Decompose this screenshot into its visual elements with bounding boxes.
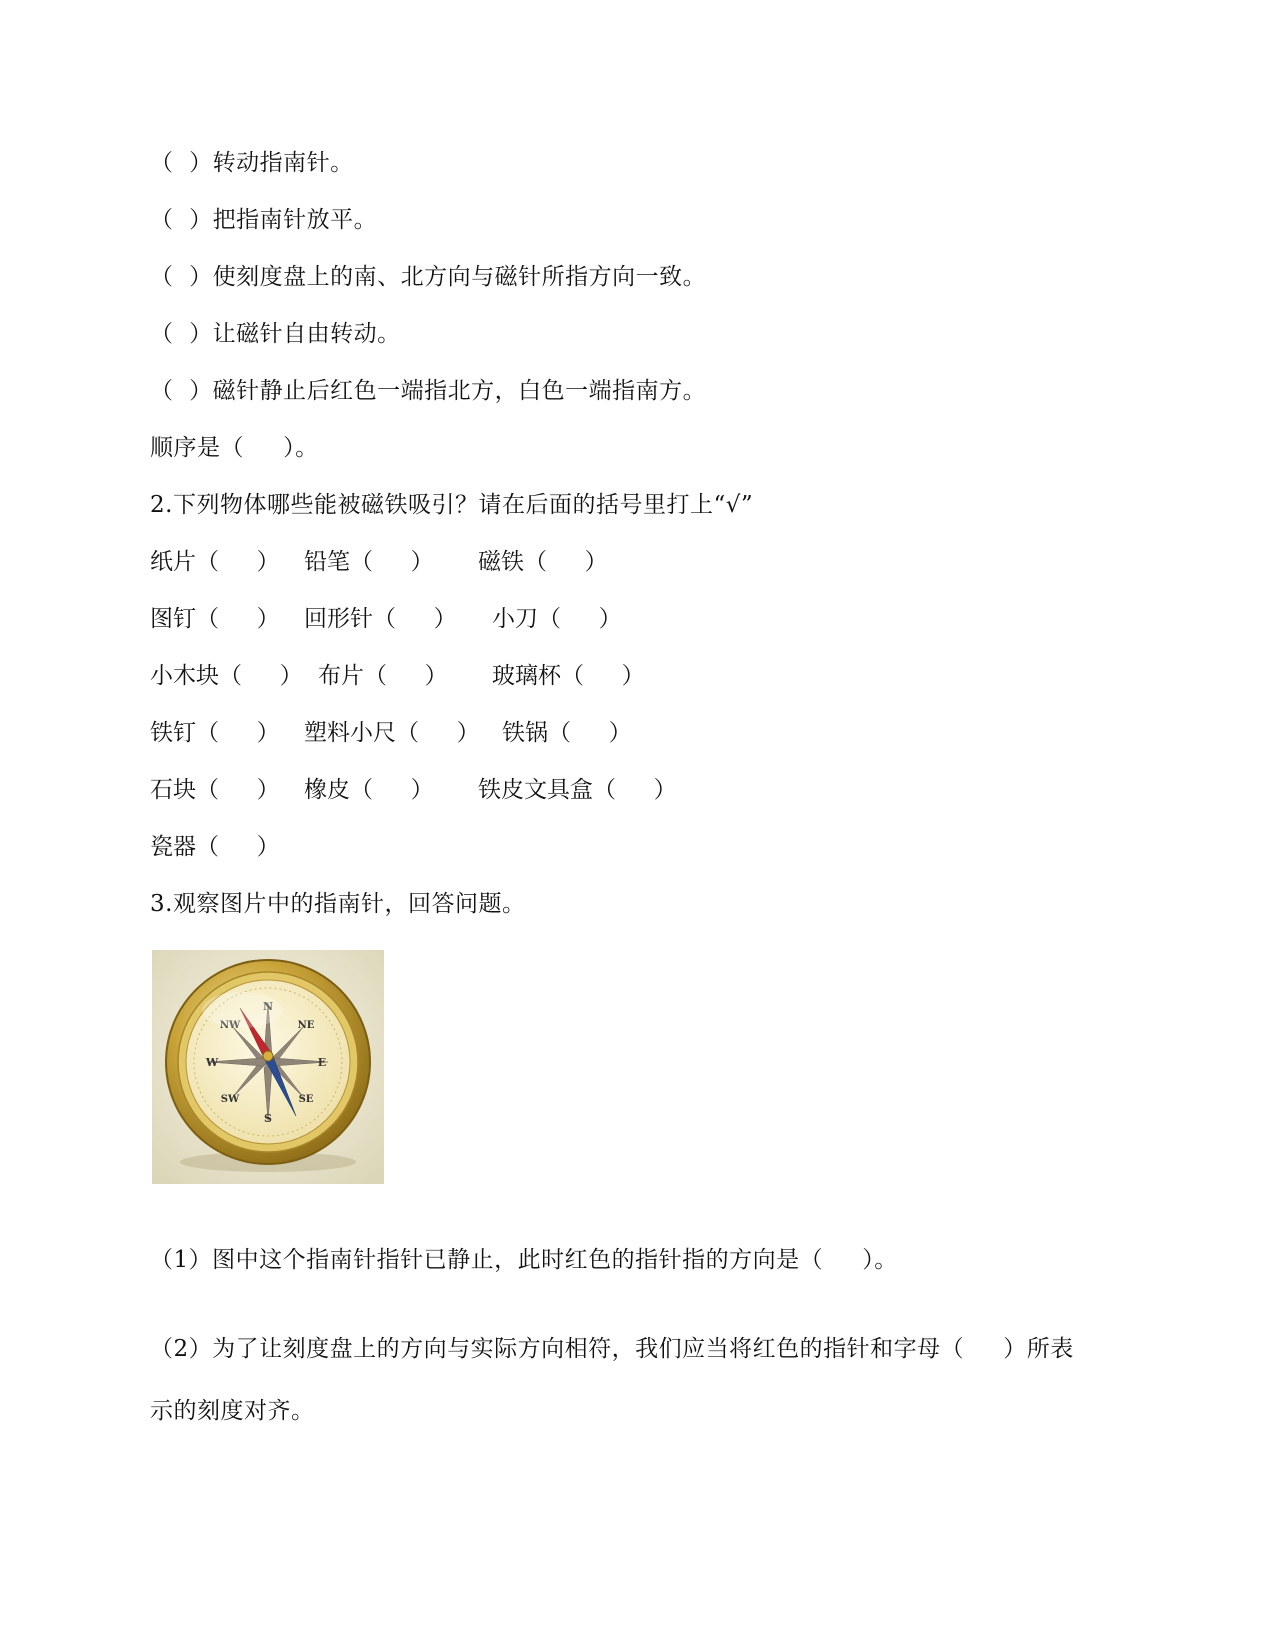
list-item: 回形针（ ） xyxy=(304,606,457,632)
compass-sw: SW xyxy=(220,1094,240,1105)
list-item: 铅笔（ ） xyxy=(304,549,434,575)
q3-sub2-line1: （2）为了让刻度盘上的方向与实际方向相符，我们应当将红色的指针和字母（ ）所表 xyxy=(150,1336,1074,1362)
compass-graphic xyxy=(152,950,384,1184)
step-4: （ ）让磁针自由转动。 xyxy=(150,321,401,347)
compass-w: W xyxy=(205,1056,219,1069)
step-1: （ ）转动指南针。 xyxy=(150,150,354,176)
list-item: 布片（ ） xyxy=(318,663,448,689)
compass-e: E xyxy=(317,1056,327,1069)
q3-sub2-line2: 示的刻度对齐。 xyxy=(150,1398,315,1424)
list-item: 塑料小尺（ ） xyxy=(304,720,480,746)
list-item: 磁铁（ ） xyxy=(478,549,608,575)
list-item: 图钉（ ） xyxy=(150,606,280,632)
q3-title: 3.观察图片中的指南针，回答问题。 xyxy=(150,891,526,917)
list-item: 玻璃杯（ ） xyxy=(492,663,645,689)
list-item: 铁皮文具盒（ ） xyxy=(478,777,677,803)
q2-title: 2.下列物体哪些能被磁铁吸引？请在后面的括号里打上“√” xyxy=(150,492,754,518)
list-item: 小刀（ ） xyxy=(492,606,622,632)
list-item: 小木块（ ） xyxy=(150,663,303,689)
list-item: 铁钉（ ） xyxy=(150,720,280,746)
list-item: 石块（ ） xyxy=(150,777,280,803)
list-item: 纸片（ ） xyxy=(150,549,280,575)
list-item: 铁锅（ ） xyxy=(502,720,632,746)
list-item: 橡皮（ ） xyxy=(304,777,434,803)
order-line: 顺序是（ ）。 xyxy=(150,435,319,461)
compass-image xyxy=(152,950,384,1184)
step-2: （ ）把指南针放平。 xyxy=(150,207,378,233)
q3-sub1: （1）图中这个指南针指针已静止，此时红色的指针指的方向是（ ）。 xyxy=(150,1247,898,1273)
step-5: （ ）磁针静止后红色一端指北方，白色一端指南方。 xyxy=(150,378,707,404)
compass-se: SE xyxy=(298,1094,314,1105)
compass-n: N xyxy=(262,1000,274,1013)
compass-ne: NE xyxy=(297,1020,315,1031)
compass-s: S xyxy=(264,1112,272,1125)
list-item: 瓷器（ ） xyxy=(150,834,280,860)
compass-nw: NW xyxy=(219,1020,241,1031)
step-3: （ ）使刻度盘上的南、北方向与磁针所指方向一致。 xyxy=(150,264,707,290)
